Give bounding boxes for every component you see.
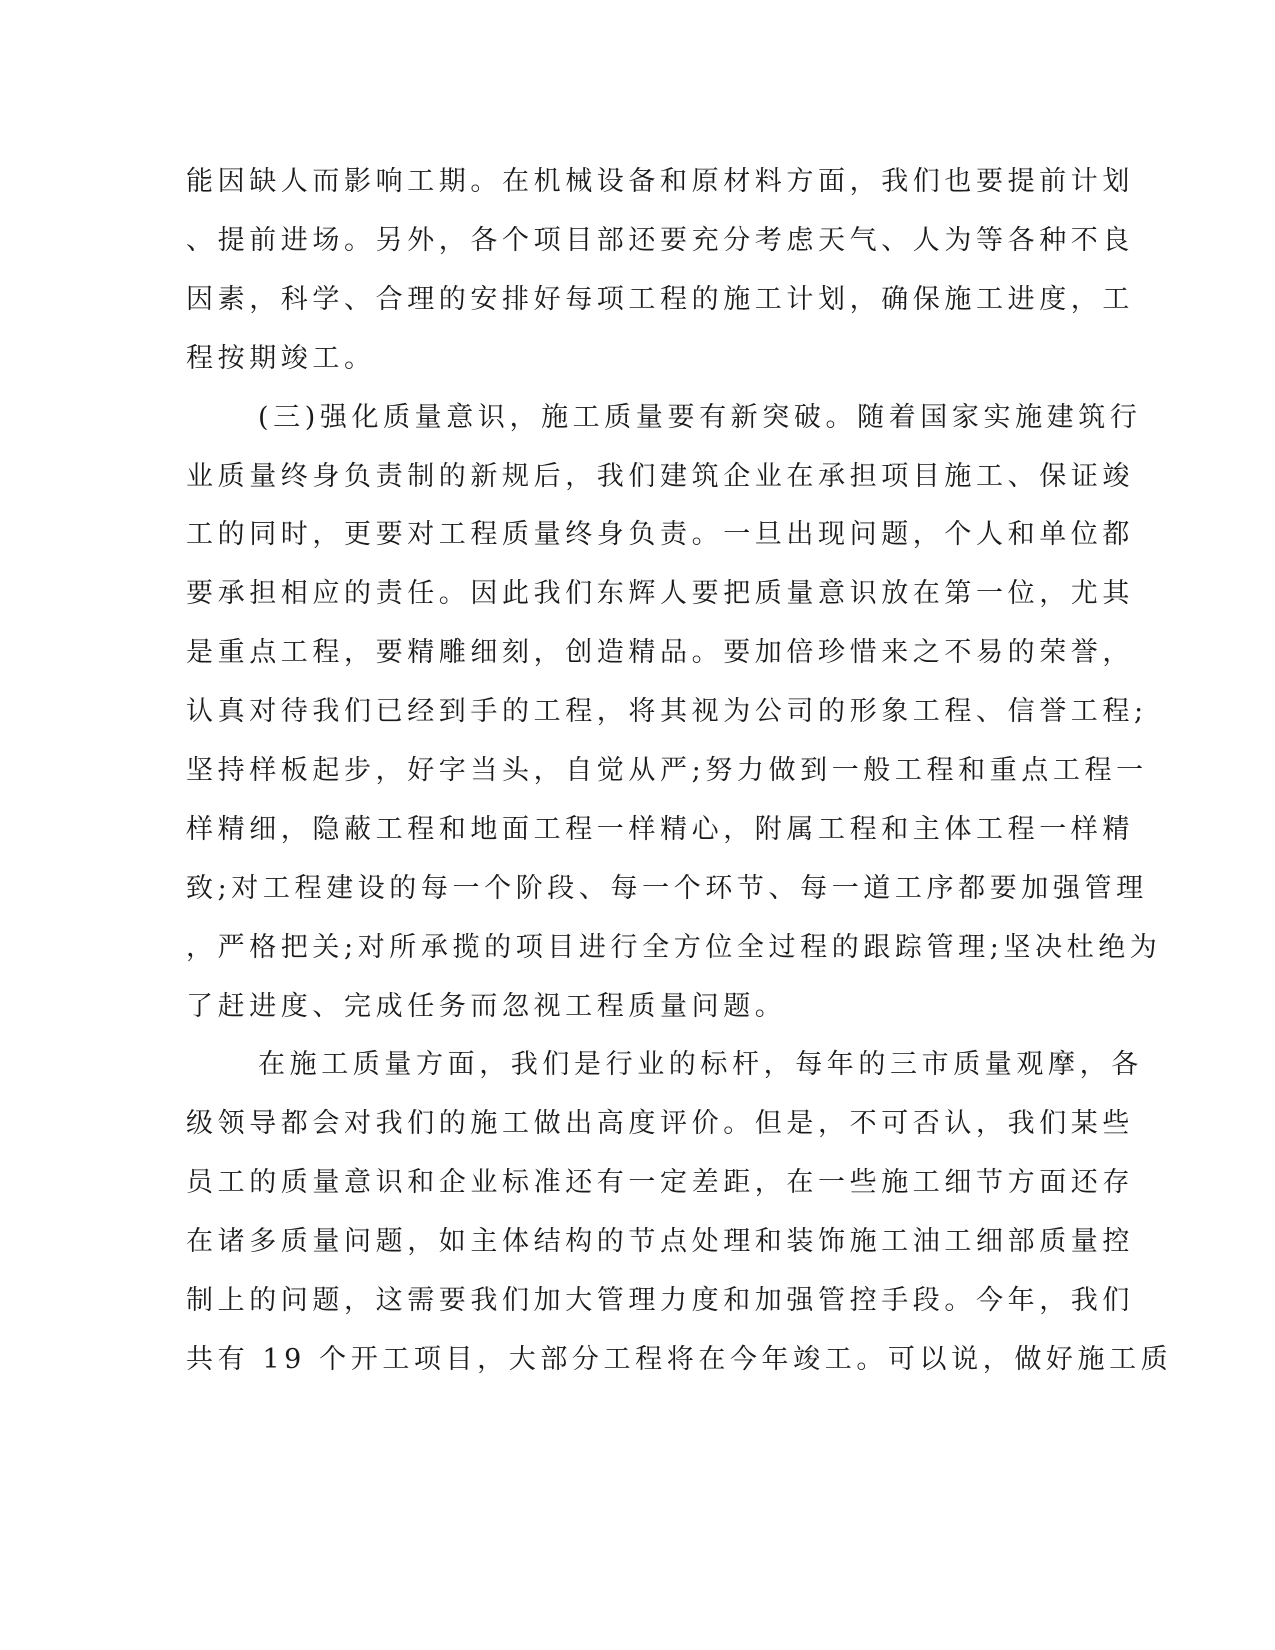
paragraph-start-line: (三)强化质量意识，施工质量要有新突破。随着国家实施建筑行 xyxy=(258,402,1142,433)
text-line: ，严格把关;对所承揽的项目进行全方位全过程的跟踪管理;坚决杜绝为 xyxy=(186,932,1162,963)
text-line: 要承担相应的责任。因此我们东辉人要把质量意识放在第一位，尤其 xyxy=(186,578,1134,609)
text-line: 员工的质量意识和企业标准还有一定差距，在一些施工细节方面还存 xyxy=(186,1167,1134,1198)
text-line: 程按期竣工。 xyxy=(186,343,376,374)
text-line: 能因缺人而影响工期。在机械设备和原材料方面，我们也要提前计划 xyxy=(186,166,1134,197)
text-line: 在诸多质量问题，如主体结构的节点处理和装饰施工油工细部质量控 xyxy=(186,1226,1134,1257)
text-line: 因素，科学、合理的安排好每项工程的施工计划，确保施工进度，工 xyxy=(186,284,1134,315)
text-line: 认真对待我们已经到手的工程，将其视为公司的形象工程、信誉工程; xyxy=(186,696,1148,727)
text-line: 、提前进场。另外，各个项目部还要充分考虑天气、人为等各种不良 xyxy=(186,225,1134,256)
text-line: 是重点工程，要精雕细刻，创造精品。要加倍珍惜来之不易的荣誉， xyxy=(186,637,1134,668)
text-line: 致;对工程建设的每一个阶段、每一个环节、每一道工序都要加强管理 xyxy=(186,873,1148,904)
text-line: 业质量终身负责制的新规后，我们建筑企业在承担项目施工、保证竣 xyxy=(186,461,1134,492)
text-line: 共有 19 个开工项目，大部分工程将在今年竣工。可以说，做好施工质 xyxy=(186,1344,1173,1375)
text-line: 级领导都会对我们的施工做出高度评价。但是，不可否认，我们某些 xyxy=(186,1108,1134,1139)
text-line: 样精细，隐蔽工程和地面工程一样精心，附属工程和主体工程一样精 xyxy=(186,814,1134,845)
text-line: 工的同时，更要对工程质量终身负责。一旦出现问题，个人和单位都 xyxy=(186,519,1134,550)
text-line: 制上的问题，这需要我们加大管理力度和加强管控手段。今年，我们 xyxy=(186,1285,1134,1316)
text-line: 了赶进度、完成任务而忽视工程质量问题。 xyxy=(186,991,787,1022)
paragraph-start-line: 在施工质量方面，我们是行业的标杆，每年的三市质量观摩，各 xyxy=(258,1049,1143,1080)
text-line: 坚持样板起步，好字当头，自觉从严;努力做到一般工程和重点工程一 xyxy=(186,755,1148,786)
